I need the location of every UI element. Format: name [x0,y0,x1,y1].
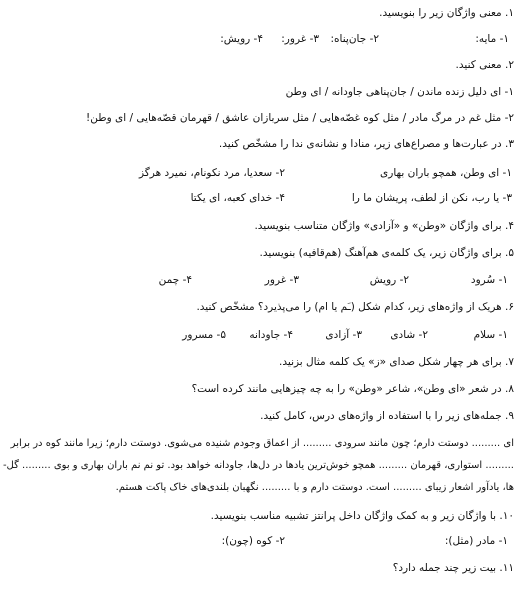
q9-title: ۹. جمله‌های زیر را با استفاده از واژه‌های درس، کامل کنید. [260,410,514,422]
q9-line-3: ها، یادآور اشعار زیبای ......... است. دوستت دارم و با ......... نگهبان بلندی‌های خاک پاکت هستم. [115,482,514,493]
q1-item-3: ۳- غرور: [281,33,319,45]
q6-item-2: ۲- شادی [390,329,428,341]
q7-title: ۷. برای هر چهار شکل صدای «ز» یک کلمه مثال بزنید. [279,356,514,368]
q1-item-4: ۴- رویش: [220,33,263,45]
q1-item-1: ۱- مایه: [475,33,509,45]
q6-item-1: ۱- سلام [473,329,508,341]
q5-item-2: ۲- رویش [369,274,409,286]
q6-title: ۶. هریک از واژه‌های زیر، کدام شکل (ـَم یا ام) را می‌پذیرد؟ مشخّص کنید. [196,301,514,313]
q4-title: ۴. برای واژگان «وطن» و «آزادی» واژگان متناسب بنویسید. [254,220,514,232]
q6-item-4: ۴- جاودانه [249,329,293,341]
q11-title: ۱۱. بیت زیر چند جمله دارد؟ [392,562,514,574]
q2-line-1: ۱- ای دلیل زنده ماندن / جان‌پناهی جاودانه / ای وطن [285,86,514,98]
q9-line-1: ای ......... دوستت دارم؛ چون مانند سرودی ......... از اعماق وجودم شنیده می‌شوی. دوستت دارم؛ زیرا مانند کوه در برابر [10,438,514,449]
q2-line-2: ۲- مثل غم در مرگ مادر / مثل کوه غصّه‌هایی / مثل سربازان عاشق / قهرمان قصّه‌هایی / ای وطن! [86,112,514,124]
q8-title: ۸. در شعر «ای وطن»، شاعر «وطن» را به چه چیزهایی مانند کرده است؟ [191,383,514,395]
q10-item-1: ۱- مادر (مثل): [444,535,508,547]
q5-item-1: ۱- سُرود [470,274,508,286]
q1-title: ۱. معنی واژگان زیر را بنویسید. [379,7,514,19]
q9-line-2: ......... استواری، قهرمان ......... همچو خوش‌ترین یادها در دل‌ها، جاودانه خواهد بود. تو نم نم باران بهاری و بوی ......... گل- [2,460,514,471]
q6-item-3: ۳- آزادی [325,329,362,341]
q5-item-4: ۴- چمن [158,274,192,286]
q1-item-2: ۲- جان‌پناه: [330,33,379,45]
q3-item-1: ۱- ای وطن، همچو باران بهاری [380,167,512,179]
q3-item-4: ۴- خدای کعبه، ای یکتا [190,192,285,204]
q10-title: ۱۰. با واژگان زیر و به کمک واژگان داخل پرانتز تشبیه مناسب بنویسید. [210,510,514,522]
q3-item-2: ۲- سعدیا، مرد نکونام، نمیرد هرگز [138,167,285,179]
q3-title: ۳. در عبارت‌ها و مصراع‌های زیر، منادا و نشانه‌ی ندا را مشخّص کنید. [218,138,514,150]
q5-item-3: ۳- غرور [264,274,299,286]
q5-title: ۵. برای واژگان زیر، یک کلمه‌ی هم‌آهنگ (هم‌قافیه) بنویسید. [259,247,514,259]
q10-item-2: ۲- کوه (چون): [221,535,285,547]
q6-item-5: ۵- مسرور [182,329,226,341]
q3-item-3: ۳- یا رب، نکن از لطف، پریشان ما را [351,192,512,204]
q2-title: ۲. معنی کنید. [455,59,514,71]
